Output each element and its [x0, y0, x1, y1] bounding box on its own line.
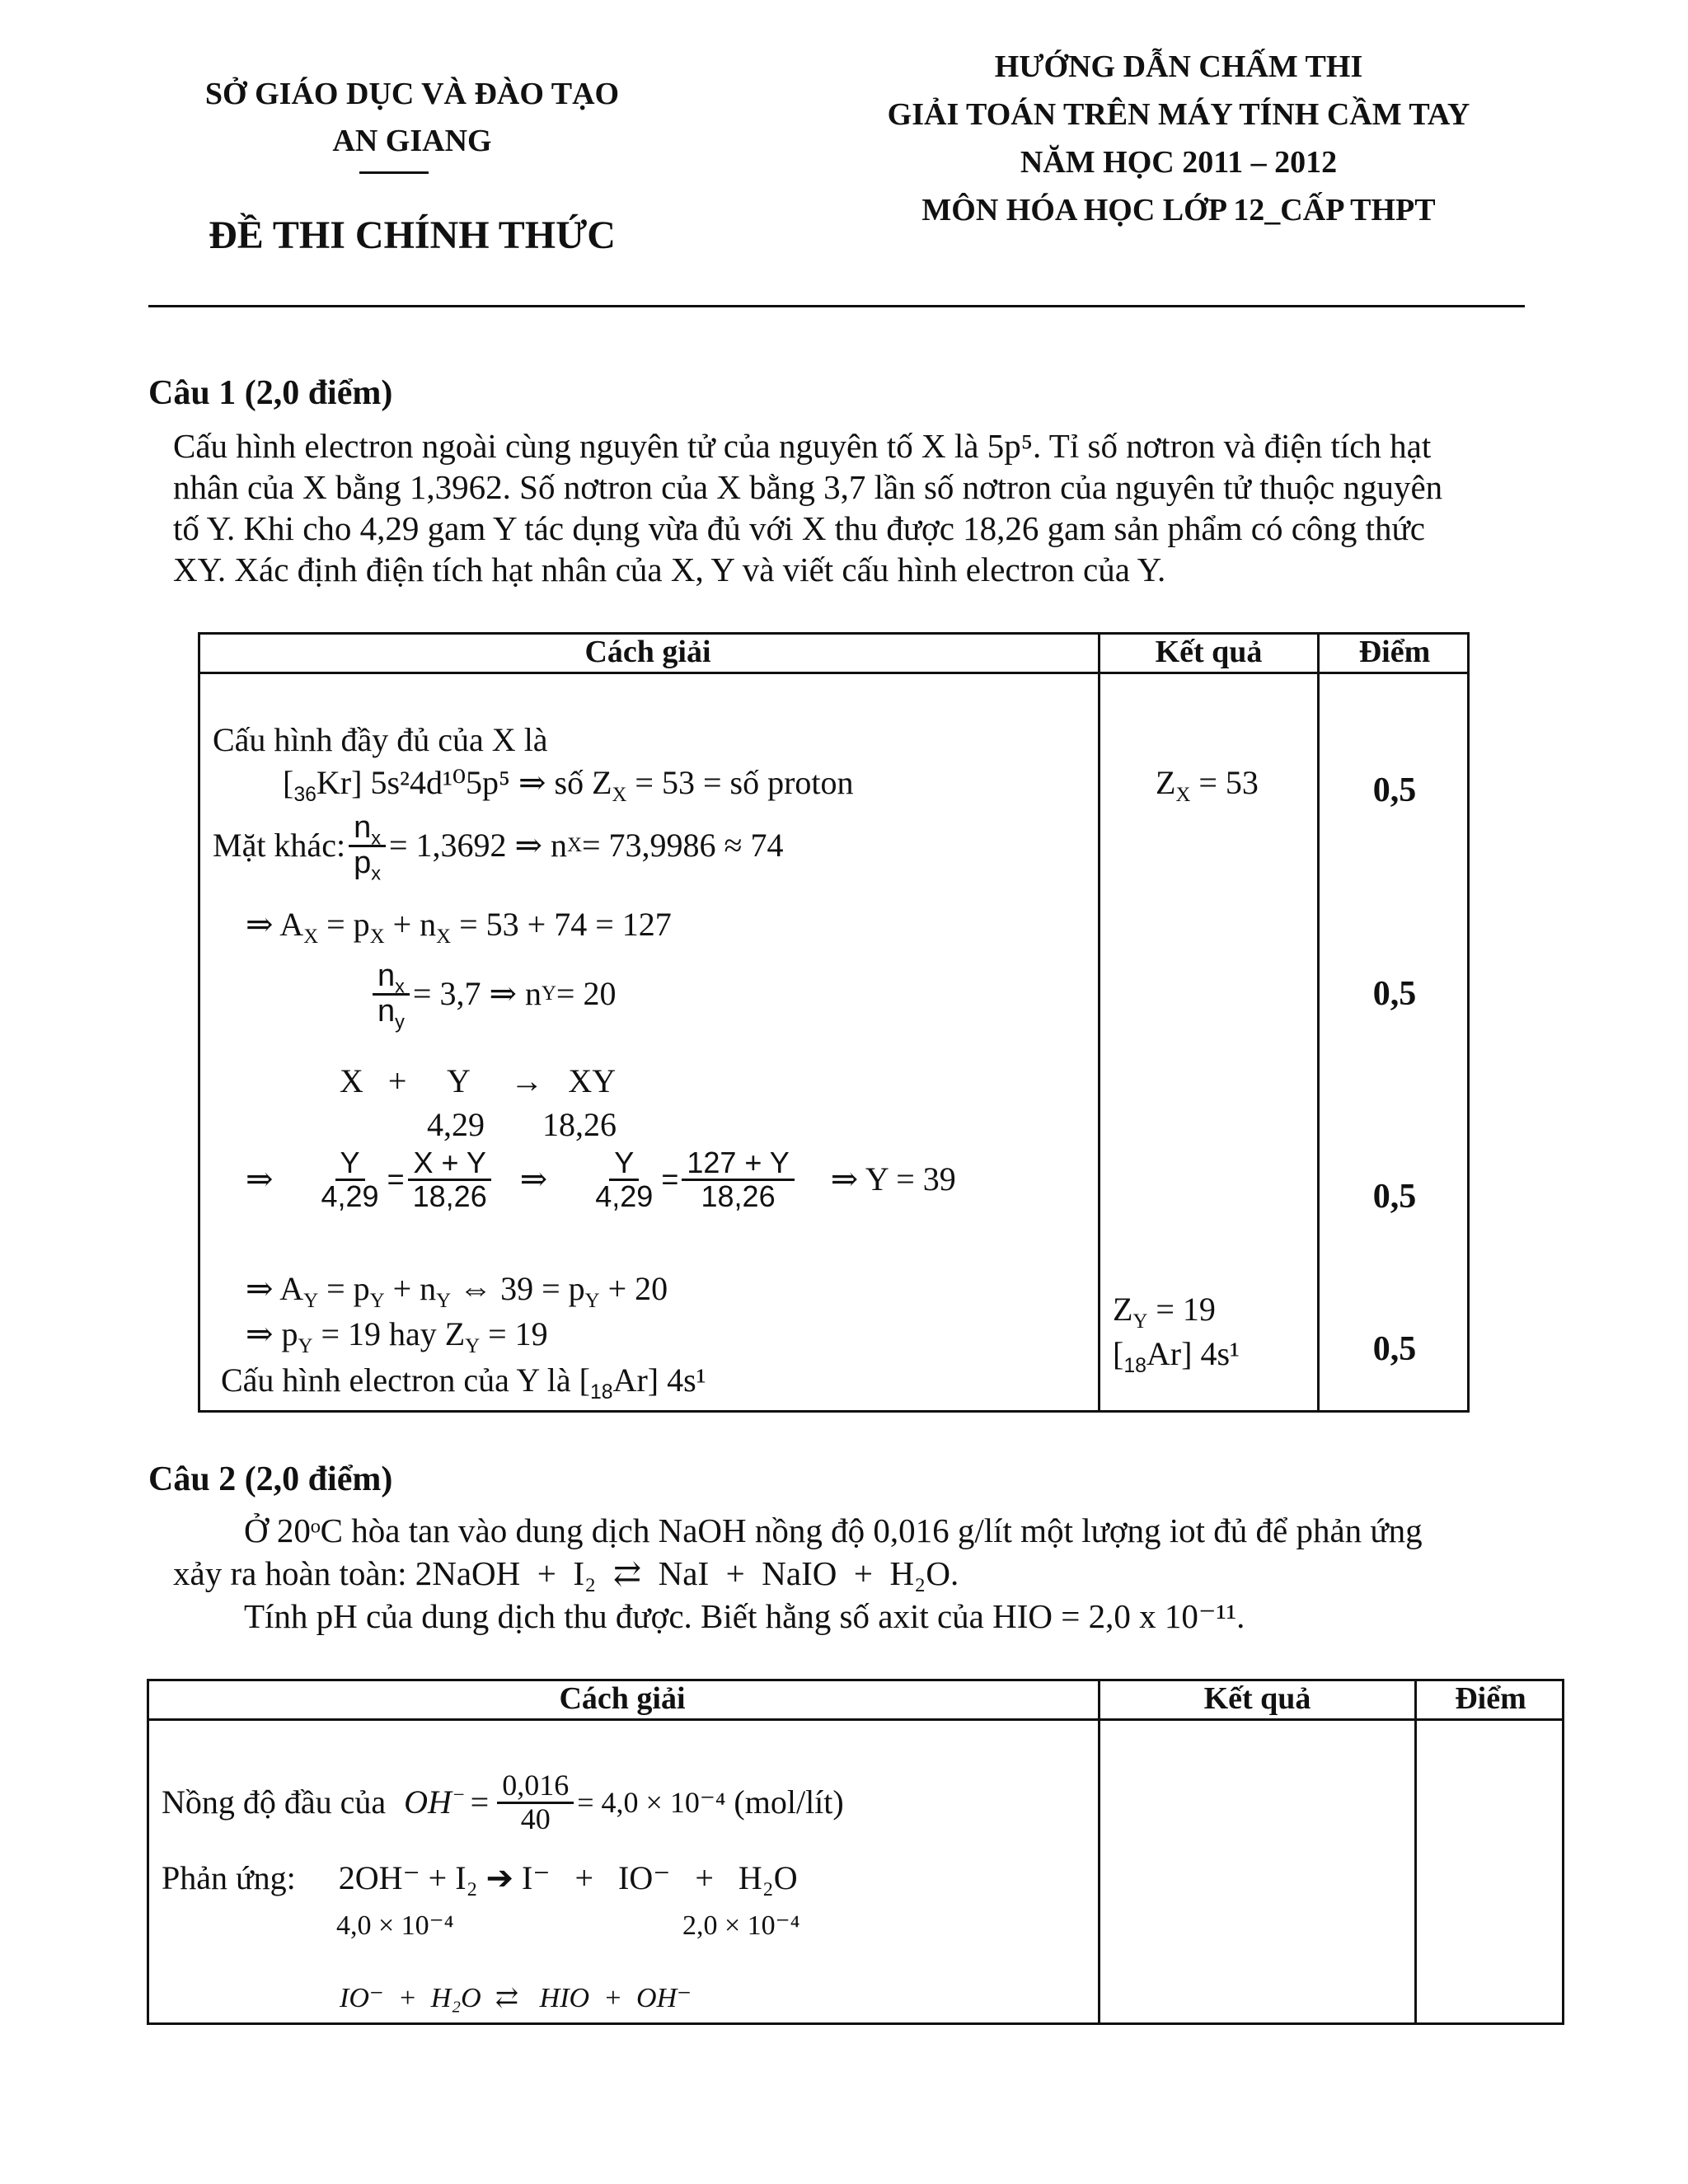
text: Ar] 4s¹: [1146, 1335, 1240, 1372]
q1-step-mass-y: [246, 1268, 668, 1310]
q1-point: 0,5: [1372, 975, 1417, 1013]
q1-col-points: Điểm: [1358, 635, 1431, 669]
text: = 53 + 74 = 127: [451, 906, 672, 943]
text: Y: [584, 1290, 600, 1312]
fraction: [316, 1147, 384, 1212]
text: Y: [298, 1335, 313, 1357]
text: n: [377, 958, 396, 993]
q1-step-full-config: [283, 762, 854, 804]
text: [: [1113, 1335, 1124, 1372]
q2-para-line: Tính pH của dung dịch thu được. Biết hằng số axit của HIO = 2,0 x 10⁻¹¹.: [244, 1597, 1245, 1635]
q2-step-hydrolysis: IO⁻ + H₂O ⇄ HIO + OH⁻: [340, 1983, 692, 2013]
text: ⇒ A: [246, 906, 304, 943]
text: Cấu hình electron của Y là [: [221, 1361, 590, 1399]
text: ⇒ Y = 39: [830, 1160, 956, 1198]
equals: =: [661, 1162, 679, 1197]
text: = 53: [1190, 764, 1259, 801]
fraction: [408, 1147, 492, 1212]
text: ⇔ 39 = p: [451, 1270, 585, 1307]
equals: =: [470, 1783, 490, 1821]
text: X: [1175, 784, 1191, 806]
text: Z: [1156, 764, 1176, 801]
header-divider: [148, 305, 1525, 307]
q1-para-line: tố Y. Khi cho 4,29 gam Y tác dụng vừa đủ với X thu được 18,26 gam sản phẩm có công thức: [173, 509, 1425, 547]
text: Kr] 5s²4d¹⁰5p⁵ ⇒ số Z: [316, 764, 612, 801]
text: Nồng độ đầu của: [162, 1783, 387, 1821]
text: 0,016: [497, 1770, 574, 1804]
text: X: [612, 784, 627, 806]
title-line-3: NĂM HỌC 2011 – 2012: [1020, 145, 1338, 180]
department-line-1: SỞ GIÁO DỤC VÀ ĐÀO TẠO: [204, 77, 620, 111]
q1-step-config-y: [221, 1360, 706, 1404]
q1-point: 0,5: [1372, 1178, 1417, 1216]
text: Y: [436, 1290, 452, 1312]
text: ⇒ A: [246, 1270, 304, 1307]
text: 4,29: [321, 1179, 379, 1213]
text: 18: [1123, 1355, 1146, 1377]
text: ⇒: [519, 1160, 548, 1198]
text: 36: [293, 784, 316, 806]
fraction: [349, 810, 386, 884]
text: n: [377, 993, 396, 1029]
q1-result-config-y: [1113, 1333, 1240, 1375]
q2-step-initial-a: 4,0 × 10⁻⁴: [336, 1910, 454, 1941]
q1-step-neutron-y: $\frac{n_x}{n_y}$ = 3,7 ⇒ n Y = 20: [369, 960, 616, 1029]
text: Y: [303, 1290, 319, 1312]
q1-heading-label: Câu 1: [148, 374, 237, 412]
text: Ar] 4s¹: [612, 1361, 706, 1399]
q2-para-line: xảy ra hoàn toàn: 2NaOH + I₂ ⇄ NaI + NaIO + H₂O.: [173, 1554, 959, 1592]
text: = 19: [480, 1315, 548, 1352]
text: X + Y: [408, 1147, 490, 1181]
q1-step-config: Cấu hình đầy đủ của X là: [213, 721, 548, 758]
q2-col-points: Điểm: [1455, 1681, 1526, 1716]
q1-point: 0,5: [1372, 771, 1417, 809]
q2-table-col-divider: [1098, 1679, 1100, 2025]
text: p: [354, 845, 372, 880]
q1-point: 0,5: [1372, 1330, 1417, 1368]
text: Y: [1132, 1310, 1148, 1333]
text: Y: [369, 1290, 385, 1312]
q1-table-col-divider: [1317, 632, 1320, 1413]
department-line-2: AN GIANG: [332, 124, 492, 158]
q1-result-zy: [1113, 1289, 1216, 1333]
text: X: [436, 926, 452, 948]
q1-table-header-rule: [198, 672, 1470, 674]
text: 4,29: [595, 1179, 654, 1213]
text: x: [371, 827, 381, 849]
fraction: [590, 1147, 658, 1212]
q1-para-line: XY. Xác định điện tích hạt nhân của X, Y và viết cấu hình electron của Y.: [173, 551, 1166, 588]
q1-table-col-divider: [1098, 632, 1100, 1413]
q1-result-zx: [1156, 762, 1259, 804]
text: 2OH⁻ + I₂ ➔ I⁻ + IO⁻ + H₂O: [338, 1859, 798, 1896]
text: = 3,7 ⇒ n: [412, 975, 542, 1013]
q2-solution-table: [147, 1679, 1564, 2025]
q1-step-mass-x: [246, 904, 672, 948]
header-rule-short: [359, 171, 429, 174]
text: ⇒: [246, 1160, 274, 1198]
equals: =: [387, 1162, 405, 1197]
q1-para-line: Cấu hình electron ngoài cùng nguyên tử của nguyên tố X là 5p⁵. Tỉ số nơtron và điện tích hạt: [173, 427, 1432, 465]
text: X: [303, 926, 319, 948]
q1-col-solution: Cách giải: [584, 635, 711, 669]
text: = 19: [1147, 1291, 1216, 1328]
q2-heading: Câu 2 (2,0 điểm): [148, 1460, 393, 1498]
text: 18,26: [412, 1179, 487, 1213]
q2-step-initial-b: 2,0 × 10⁻⁴: [682, 1910, 800, 1941]
text: + n: [384, 906, 437, 943]
text: x: [395, 975, 405, 997]
text: Y: [465, 1335, 481, 1357]
q1-col-result: Kết quả: [1155, 635, 1263, 669]
text: X: [369, 926, 385, 948]
text: = 1,3692 ⇒ n: [388, 827, 568, 865]
q1-step-proportion: [246, 1147, 956, 1212]
text: n: [354, 810, 372, 845]
text: OH: [404, 1783, 452, 1821]
text: x: [371, 862, 381, 884]
title-line-2: GIẢI TOÁN TRÊN MÁY TÍNH CẦM TAY: [887, 97, 1470, 132]
q1-question-text: [173, 425, 1525, 590]
q2-col-result: Kết quả: [1203, 1681, 1311, 1716]
fraction: [682, 1147, 794, 1212]
exam-type: ĐỀ THI CHÍNH THỨC: [209, 213, 616, 257]
text: = 53 = số proton: [626, 764, 854, 801]
text: 18,26: [701, 1179, 776, 1213]
q1-step-proton-y: [246, 1314, 548, 1355]
text: 127 + Y: [682, 1147, 794, 1181]
text: = p: [318, 1270, 370, 1307]
q1-step-masses: 4,29 18,26: [427, 1106, 617, 1143]
q2-table-header-rule: [147, 1718, 1564, 1721]
text: = 19 hay Z: [312, 1315, 466, 1352]
text: (mol/lít): [734, 1783, 844, 1821]
q1-step-reaction: X + Y → XY: [340, 1062, 617, 1099]
text: + n: [384, 1270, 437, 1307]
text: 40: [520, 1802, 551, 1835]
text: + 20: [599, 1270, 668, 1307]
text: 18: [589, 1381, 613, 1404]
q1-step-ratio: Mặt khác: $\frac{n_x}{p_x}$ = 1,3692 ⇒ n X = 73,9986 ≈ 74: [213, 810, 784, 884]
q2-para-line: Ở 20ᵒC hòa tan vào dung dịch NaOH nồng độ 0,016 g/lít một lượng iot đủ để phản ứng: [244, 1511, 1423, 1549]
text: = p: [318, 906, 370, 943]
text: = 73,9986 ≈ 74: [581, 827, 784, 865]
title-line-4: MÔN HÓA HỌC LỚP 12_CẤP THPT: [921, 193, 1436, 227]
text: [: [283, 764, 294, 801]
text: = 4,0 × 10⁻⁴: [577, 1786, 726, 1820]
q2-table-col-divider: [1414, 1679, 1417, 2025]
title-line-1: HƯỚNG DẪN CHẤM THI: [994, 49, 1363, 84]
fraction: [497, 1770, 574, 1835]
q2-step-concentration: [162, 1770, 844, 1835]
q2-col-solution: Cách giải: [559, 1681, 686, 1716]
text: y: [395, 1010, 405, 1033]
q2-step-reaction: [162, 1858, 798, 1899]
q1-points: (2,0 điểm): [244, 374, 393, 412]
oh-formula: OH−: [404, 1783, 466, 1821]
text: = 20: [556, 975, 617, 1013]
text: Phản ứng:: [162, 1859, 296, 1896]
text: Z: [1113, 1291, 1133, 1328]
q1-heading: [148, 373, 392, 414]
text: Y: [609, 1147, 639, 1181]
text: Y: [335, 1147, 365, 1181]
text: ⇒ p: [246, 1315, 298, 1352]
fraction: [373, 958, 410, 1033]
text: Mặt khác:: [213, 827, 346, 865]
q1-para-line: nhân của X bằng 1,3962. Số nơtron của X bằng 3,7 lần số nơtron của nguyên tử thuộc nguyên: [173, 468, 1443, 506]
